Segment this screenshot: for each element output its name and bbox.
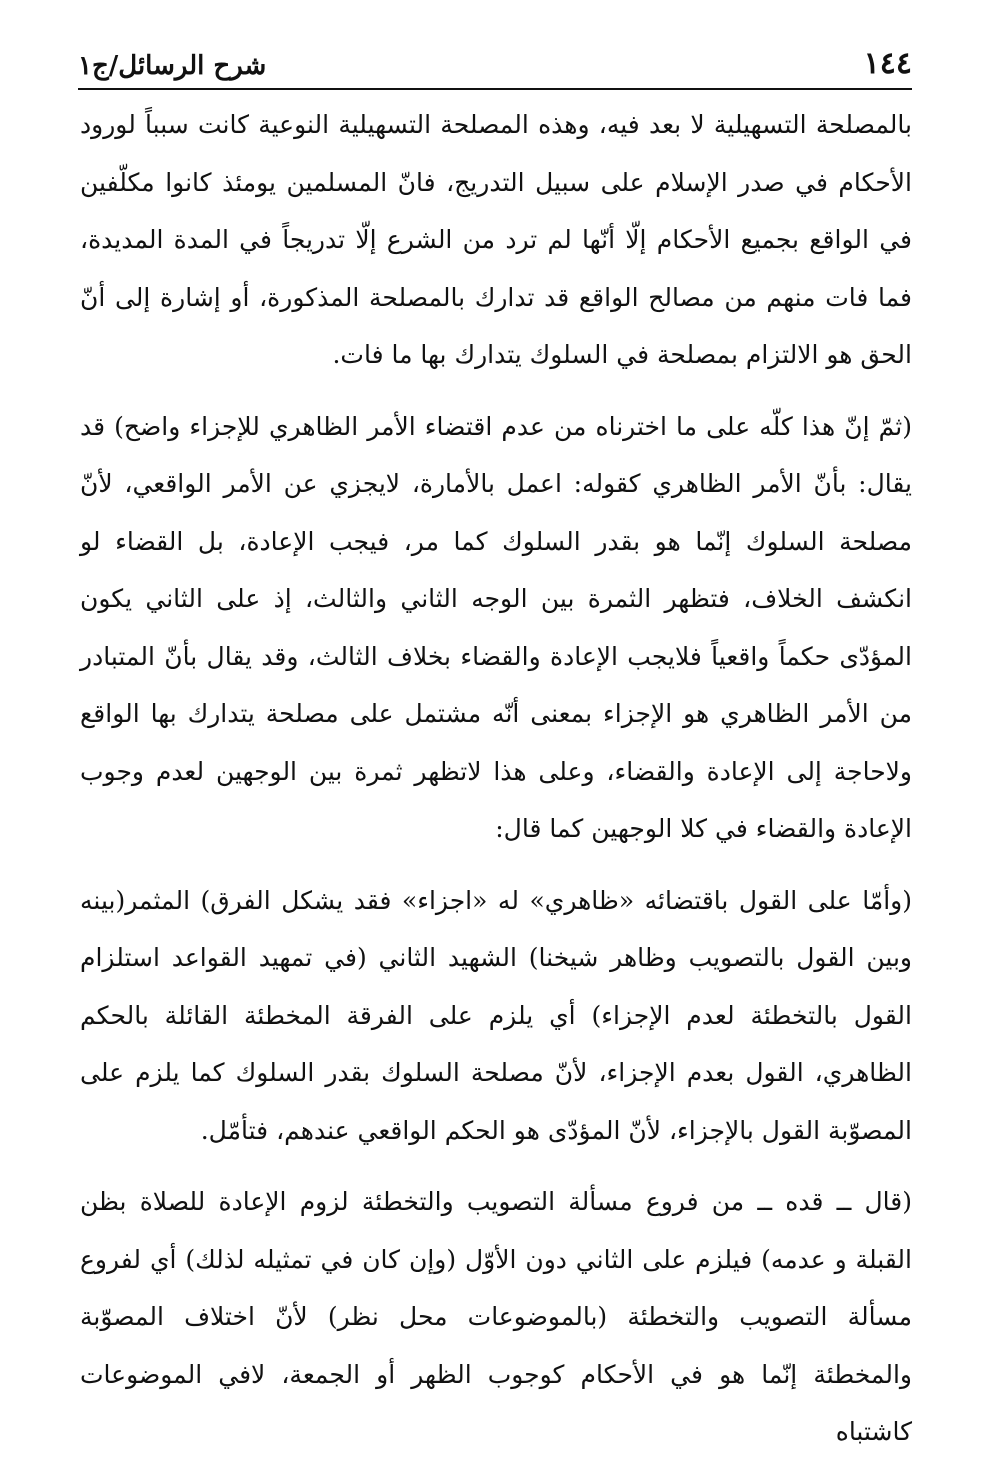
paragraph-1: بالمصلحة التسهيلية لا بعد فيه، وهذه المصلحة التسهيلية النوعية كانت سبباً لورود الأحكام في صدر الإسلام على سبيل التدريج، فانّ المسلمين يومئذ كانوا مكلّفين في الواقع بجميع الأحكام إلّا أنّها لم ترد من الشرع إلّا تدريجاً في المدة المديدة، فما فات منهم من مصالح الواقع قد تدارك بالمصلحة المذكورة، أو إشارة إلى أنّ الحق هو الالتزام بمصلحة في السلوك يتدارك بها ما فات. xyxy=(80,110,912,369)
paragraph-3: (وأمّا على القول باقتضائه «ظاهري» له «اجزاء» فقد يشكل الفرق) المثمر(بينه وبين القول بالتصويب وظاهر شيخنا) الشهيد الثاني (في تمهيد القواعد استلزام القول بالتخطئة لعدم الإجزاء) أي يلزم على الفرقة المخطئة القائلة بالحكم الظاهري، القول بعدم الإجزاء، لأنّ مصلحة السلوك بقدر السلوك كما يلزم على المصوّبة القول بالإجزاء، لأنّ المؤدّى هو الحكم الواقعي عندهم، فتأمّل. xyxy=(80,885,912,1145)
page-number: ١٤٤ xyxy=(863,46,912,81)
body-text xyxy=(80,96,912,1461)
page-header xyxy=(78,40,912,90)
running-title: شرح الرسائل/ج١ xyxy=(78,51,267,81)
paragraph-4: (قال ــ قده ــ من فروع مسألة التصويب والتخطئة لزوم الإعادة للصلاة بظن القبلة و عدمه) فيلزم على الثاني دون الأوّل (وإن كان في تمثيله لذلك) أي لفروع مسألة التصويب والتخطئة (بالموضوعات محل نظر) لأنّ اختلاف المصوّبة والمخطئة إنّما هو في الأحكام كوجوب الظهر أو الجمعة، لافي الموضوعات كاشتباه xyxy=(80,1187,912,1446)
paragraph-2: (ثمّ إنّ هذا كلّه على ما اخترناه من عدم اقتضاء الأمر الظاهري للإجزاء واضح) قد يقال: بأنّ الأمر الظاهري كقوله: اعمل بالأمارة، لايجزي عن الأمر الواقعي، لأنّ مصلحة السلوك إنّما هو بقدر السلوك كما مر، فيجب الإعادة، بل القضاء لو انكشف الخلاف، فتظهر الثمرة بين الوجه الثاني والثالث، إذ على الثاني يكون المؤدّى حكماً واقعياً فلايجب الإعادة والقضاء بخلاف الثالث، وقد يقال بأنّ المتبادر من الأمر الظاهري هو الإجزاء بمعنى أنّه مشتمل على مصلحة يتدارك بها الواقع ولاحاجة إلى الإعادة والقضاء، وعلى هذا لاتظهر ثمرة بين الوجهين لعدم وجوب الإعادة والقضاء في كلا الوجهين كما قال: xyxy=(80,411,912,843)
